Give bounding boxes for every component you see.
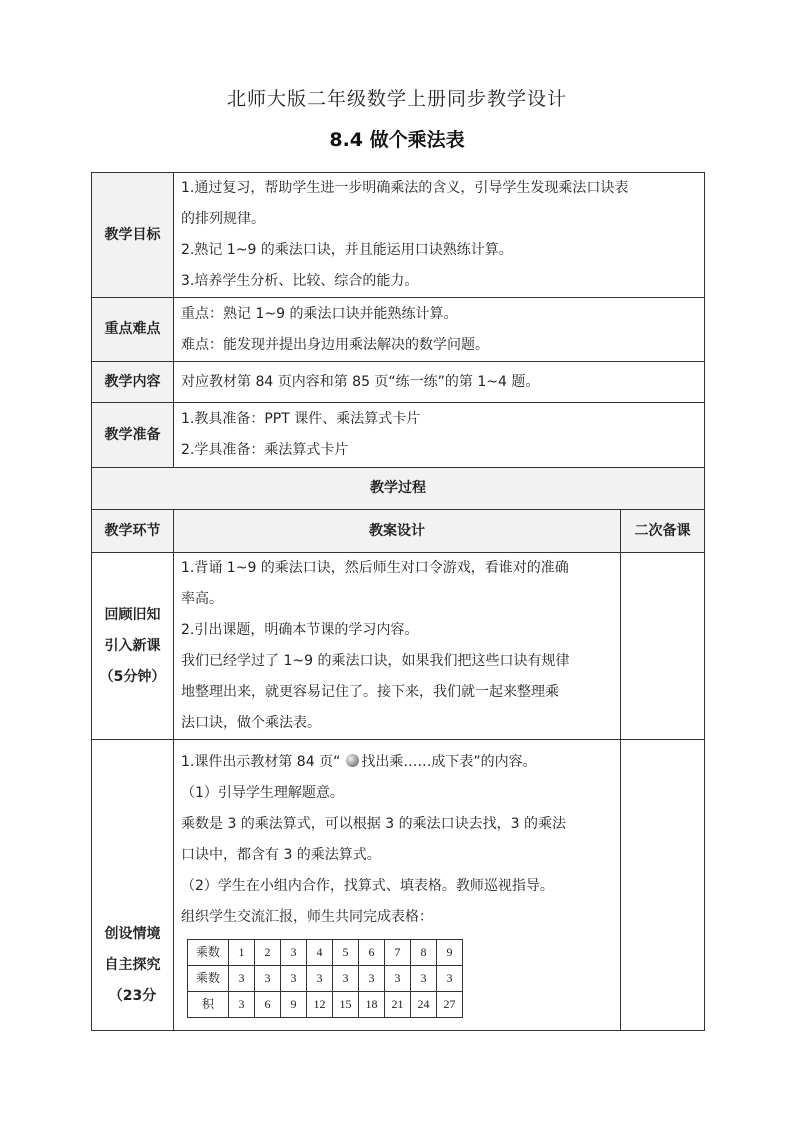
multiplication-table-row (188, 991, 463, 1017)
stage1-line: 率高。 (181, 591, 223, 607)
content-label: 教学内容 (92, 362, 174, 403)
stage1-line: 法口诀，做个乘法表。 (181, 715, 321, 731)
stage2-name (92, 740, 174, 1031)
key-points-row (92, 298, 705, 362)
multiplication-cell: 21 (385, 991, 411, 1017)
stage-column-header: 教学环节 (92, 510, 174, 553)
multiplication-cell: 9 (281, 991, 307, 1017)
multiplication-table (187, 939, 463, 1018)
multiplication-cell: 5 (333, 939, 359, 965)
stage1-design (174, 553, 621, 740)
multiplication-cell: 12 (307, 991, 333, 1017)
objectives-line: 2.熟记 1~9 的乘法口诀，并且能运用口诀熟练计算。 (181, 242, 513, 258)
stage2-name-line: 自主探究 (104, 956, 161, 973)
objectives-content (174, 173, 705, 298)
objectives-line: 3.培养学生分析、比较、综合的能力。 (181, 273, 419, 289)
preparation-row (92, 403, 705, 468)
multiplication-row-header: 积 (188, 991, 229, 1017)
document-header-title: 北师大版二年级数学上册同步教学设计 (226, 88, 567, 110)
process-header-row (92, 510, 705, 553)
design-column-header: 教案设计 (174, 510, 621, 553)
notes-column-header: 二次备课 (621, 510, 705, 553)
multiplication-cell: 9 (437, 939, 463, 965)
multiplication-cell: 24 (411, 991, 437, 1017)
multiplication-row-header: 乘数 (188, 939, 229, 965)
multiplication-table-row (188, 939, 463, 965)
objectives-line: 的排列规律。 (181, 211, 265, 227)
stage1-row (92, 553, 705, 740)
multiplication-cell: 3 (229, 991, 255, 1017)
multiplication-cell: 15 (333, 991, 359, 1017)
lesson-plan-table (91, 172, 705, 1031)
objectives-label: 教学目标 (92, 173, 174, 298)
stage2-line1-after: 找出乘……成下表”的内容。 (361, 753, 537, 770)
stage2-name-line: 创设情境 (104, 925, 161, 942)
stage1-line: 1.背诵 1~9 的乘法口诀，然后师生对口令游戏，看谁对的准确 (181, 560, 569, 576)
multiplication-cell: 3 (385, 965, 411, 991)
multiplication-row-header: 乘数 (188, 965, 229, 991)
stage1-line: 2.引出课题，明确本节课的学习内容。 (181, 622, 419, 638)
multiplication-cell: 27 (437, 991, 463, 1017)
objectives-line: 1.通过复习，帮助学生进一步明确乘法的含义，引导学生发现乘法口诀表 (181, 180, 629, 196)
multiplication-cell: 3 (359, 965, 385, 991)
stage2-line: 乘数是 3 的乘法算式，可以根据 3 的乘法口诀去找，3 的乘法 (181, 815, 566, 832)
stage2-name-line: （23分 (108, 987, 157, 1004)
multiplication-cell: 18 (359, 991, 385, 1017)
preparation-line: 2.学具准备：乘法算式卡片 (181, 442, 349, 458)
key-points-line: 难点：能发现并提出身边用乘法解决的数学问题。 (181, 336, 489, 353)
multiplication-cell: 3 (281, 965, 307, 991)
lesson-title: 8.4 做个乘法表 (329, 129, 465, 151)
multiplication-cell: 3 (281, 939, 307, 965)
multiplication-cell: 7 (385, 939, 411, 965)
stage2-row (92, 740, 705, 1031)
ball-icon (346, 754, 359, 767)
multiplication-table-row (188, 965, 463, 991)
multiplication-cell: 8 (411, 939, 437, 965)
multiplication-cell: 6 (255, 991, 281, 1017)
stage2-line: （2）学生在小组内合作，找算式、填表格。教师巡视指导。 (181, 877, 554, 894)
key-points-line: 重点：熟记 1~9 的乘法口诀并能熟练计算。 (181, 305, 458, 322)
preparation-label: 教学准备 (92, 403, 174, 468)
key-points-content (174, 298, 705, 362)
stage1-name-line: （5分钟） (99, 668, 166, 685)
multiplication-cell: 3 (255, 965, 281, 991)
multiplication-cell: 1 (229, 939, 255, 965)
preparation-content (174, 403, 705, 468)
multiplication-cell: 3 (333, 965, 359, 991)
process-title-row (92, 468, 705, 510)
multiplication-cell: 3 (437, 965, 463, 991)
content-row (92, 362, 705, 403)
stage1-line: 我们已经学过了 1~9 的乘法口诀，如果我们把这些口诀有规律 (181, 653, 570, 669)
key-points-label: 重点难点 (92, 298, 174, 362)
multiplication-cell: 2 (255, 939, 281, 965)
preparation-line: 1.教具准备：PPT 课件、乘法算式卡片 (181, 411, 421, 427)
stage2-notes (621, 740, 705, 1031)
multiplication-cell: 6 (359, 939, 385, 965)
multiplication-cell: 3 (307, 965, 333, 991)
content-text: 对应教材第 84 页内容和第 85 页“练一练”的第 1~4 题。 (174, 362, 705, 403)
stage2-line: （1）引导学生理解题意。 (181, 784, 344, 801)
multiplication-cell: 3 (229, 965, 255, 991)
objectives-row (92, 173, 705, 298)
process-title: 教学过程 (92, 468, 705, 510)
stage2-line: 组织学生交流汇报，师生共同完成表格： (181, 908, 433, 925)
stage2-line1-before: 1.课件出示教材第 84 页“ (181, 753, 341, 770)
stage1-notes (621, 553, 705, 740)
multiplication-cell: 4 (307, 939, 333, 965)
multiplication-cell: 3 (411, 965, 437, 991)
stage1-name-line: 引入新课 (104, 637, 161, 654)
stage2-line (181, 747, 613, 778)
stage1-name (92, 553, 174, 740)
stage2-design (174, 740, 621, 1031)
stage1-line: 地整理出来，就更容易记住了。接下来，我们就一起来整理乘 (181, 684, 559, 700)
stage1-name-line: 回顾旧知 (104, 606, 161, 623)
stage2-line: 口诀中，都含有 3 的乘法算式。 (181, 846, 381, 863)
